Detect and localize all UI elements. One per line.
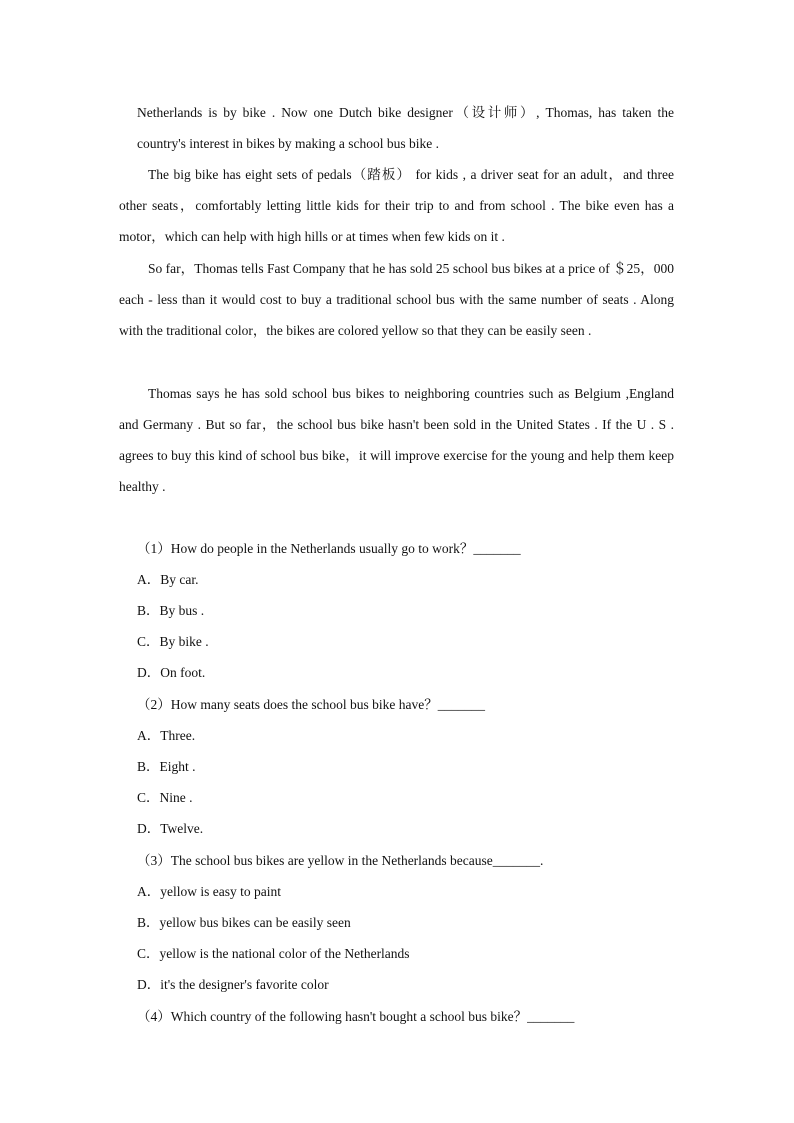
question-1-option-d: D．On foot. <box>137 665 206 680</box>
question-3-option-a: A．yellow is easy to paint <box>137 884 281 899</box>
question-1-option-a: A．By car. <box>137 572 199 587</box>
question-3-option-c: C．yellow is the national color of the Netherlands <box>137 946 410 961</box>
question-3-stem: （3）The school bus bikes are yellow in the Netherlands because_______. <box>137 853 544 868</box>
passage-paragraph-1: Netherlands is by bike . Now one Dutch bike designer（设计师）, Thomas, has taken the country's interest in bikes by making a school bus bike . <box>137 105 674 151</box>
question-1-option-c: C．By bike . <box>137 634 209 649</box>
question-3-option-b: B．yellow bus bikes can be easily seen <box>137 915 351 930</box>
question-1-option-b: B．By bus . <box>137 603 205 618</box>
passage-paragraph-4: Thomas says he has sold school bus bikes to neighboring countries such as Belgium ,England and Germany . But so far，the school bus bike hasn't been sold in the United States . If the U . S . agrees to buy this kind of school bus bike，it will improve exercise for the young and help them keep healthy . <box>119 386 674 494</box>
question-2-option-d: D．Twelve. <box>137 821 204 836</box>
passage-paragraph-2: The big bike has eight sets of pedals（踏板） for kids , a driver seat for an adult，and three other seats，comfortably letting little kids for their trip to and from school . The bike even has a motor，which can help with high hills or at times when few kids on it . <box>119 167 674 244</box>
question-3-option-d: D．it's the designer's favorite color <box>137 977 329 992</box>
question-1-stem: （1）How do people in the Netherlands usually go to work？_______ <box>137 541 521 556</box>
question-2-stem: （2）How many seats does the school bus bike have？_______ <box>137 697 485 712</box>
question-2-option-c: C．Nine . <box>137 790 193 805</box>
question-2-option-a: A．Three. <box>137 728 196 743</box>
question-2-option-b: B．Eight . <box>137 759 196 774</box>
question-4-stem: （4）Which country of the following hasn't bought a school bus bike？_______ <box>137 1009 575 1024</box>
passage-paragraph-3: So far，Thomas tells Fast Company that he has sold 25 school bus bikes at a price of ＄25，000 each - less than it would cost to buy a traditional school bus with the same number of seats . Along with the traditional color，the bikes are colored yellow so that they can be easily seen . <box>119 261 674 338</box>
